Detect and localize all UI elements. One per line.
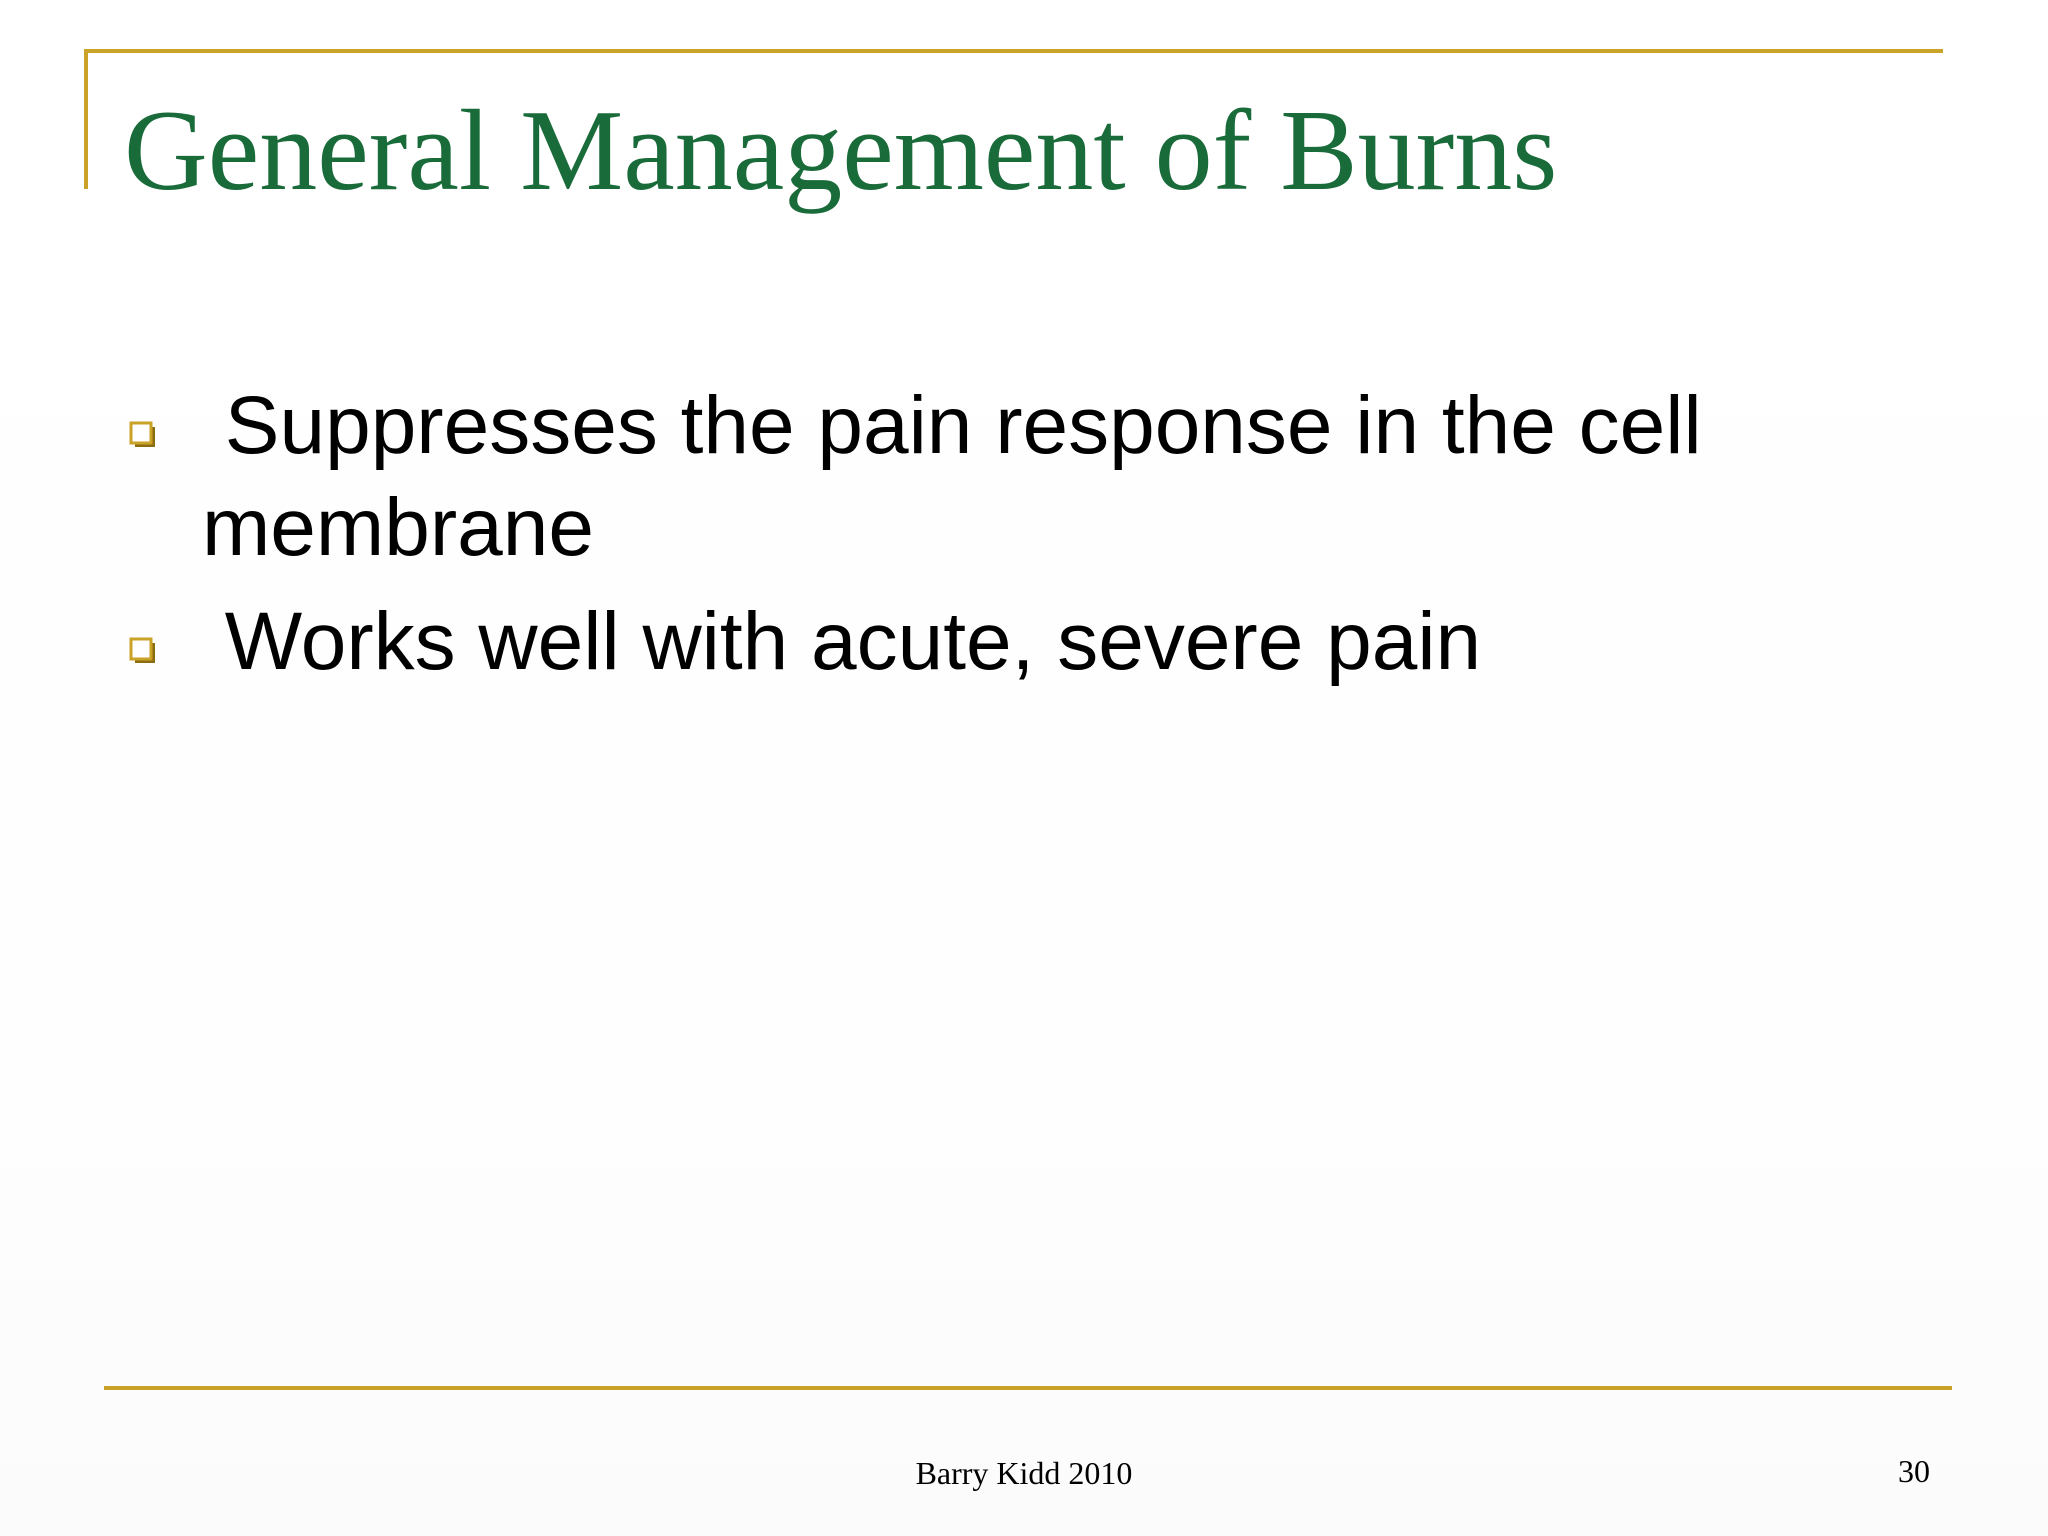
footer-author-year: Barry Kidd 2010 bbox=[915, 1455, 1133, 1491]
page-number: 30 bbox=[1898, 1453, 1930, 1489]
square-bullet-icon bbox=[129, 637, 157, 665]
bullet-text: Suppresses the pain response in the cell membrane bbox=[202, 380, 1702, 573]
bullet-list bbox=[124, 375, 1944, 705]
title-frame-top-rule bbox=[84, 49, 1943, 53]
bullet-item bbox=[124, 591, 1944, 693]
footer-rule bbox=[104, 1386, 1952, 1390]
square-bullet-icon bbox=[129, 421, 157, 449]
slide-title: General Management of Burns bbox=[124, 87, 1558, 215]
bullet-text: Works well with acute, severe pain bbox=[224, 596, 1482, 687]
title-frame-left-rule bbox=[84, 49, 88, 189]
bullet-item bbox=[124, 375, 1944, 579]
